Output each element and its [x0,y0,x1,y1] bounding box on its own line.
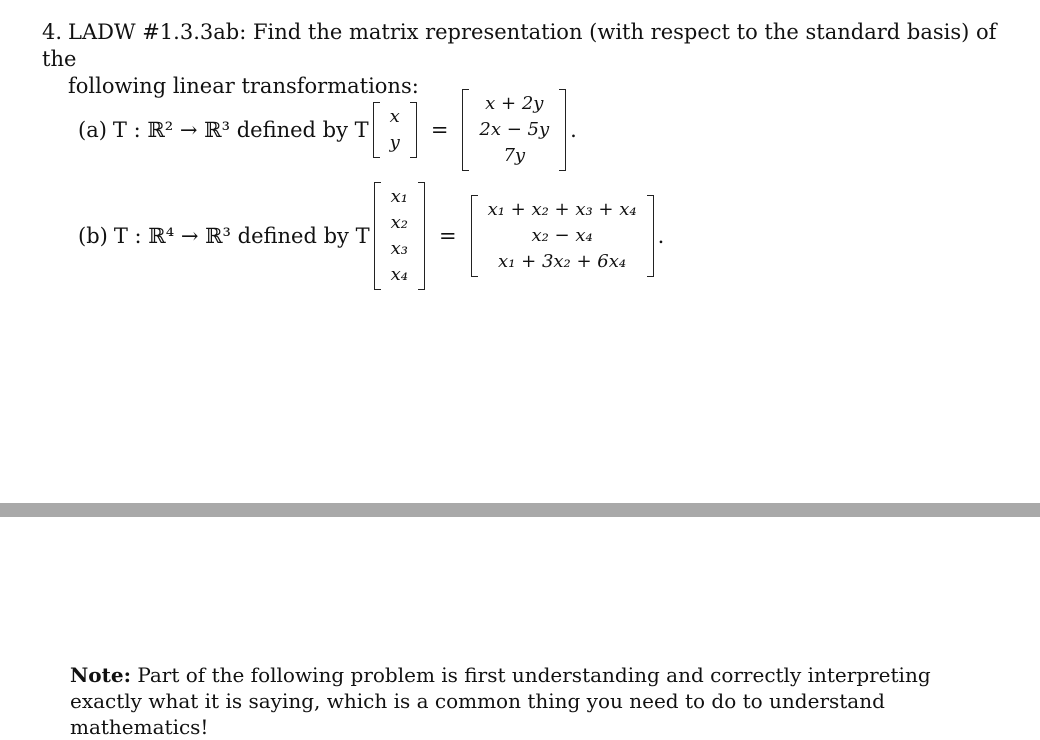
matrix-entry: 2x − 5y [479,119,550,140]
part-a [78,92,577,168]
part-a-label: (a) [78,118,107,142]
period: . [570,118,577,142]
problem-number: 4. [42,20,63,44]
note-text: Part of the following problem is first understanding and correctly interpreting exactly what it is saying, which is a common thing you need to do to understand mathematics! [70,663,931,739]
part-a-output-vector [462,89,566,171]
note-label: Note: [70,663,131,687]
matrix-entry: x [389,106,400,127]
equals-sign: = [438,224,457,248]
part-b-output-vector [471,195,654,277]
matrix-entry: y [389,132,400,153]
problem-line-1: LADW #1.3.3ab: Find the matrix representation (with respect to the standard basis) of the [42,20,997,71]
matrix-entry: x₁ + 3x₂ + 6x₄ [498,251,627,272]
matrix-entry: x₁ [390,186,408,207]
part-a-definition: T : ℝ² → ℝ³ defined by T [112,118,369,142]
matrix-entry: x₂ − x₄ [531,225,593,246]
matrix-entry: 7y [503,145,526,166]
matrix-entry: x₃ [390,238,408,259]
part-b [78,182,664,290]
matrix-entry: x₄ [390,264,408,285]
matrix-entry: x₁ + x₂ + x₃ + x₄ [487,199,637,220]
part-b-label: (b) [78,224,108,248]
problem-line-2: following linear transformations: [68,74,419,98]
part-b-definition: T : ℝ⁴ → ℝ³ defined by T [113,224,370,248]
period: . [657,224,665,248]
part-b-input-vector [374,182,425,290]
matrix-entry: x + 2y [485,93,544,114]
equals-sign: = [430,118,449,142]
problem-statement [42,19,1002,100]
matrix-entry: x₂ [390,212,408,233]
section-divider [0,503,1040,517]
note [70,662,1000,740]
part-a-input-vector [373,102,417,158]
